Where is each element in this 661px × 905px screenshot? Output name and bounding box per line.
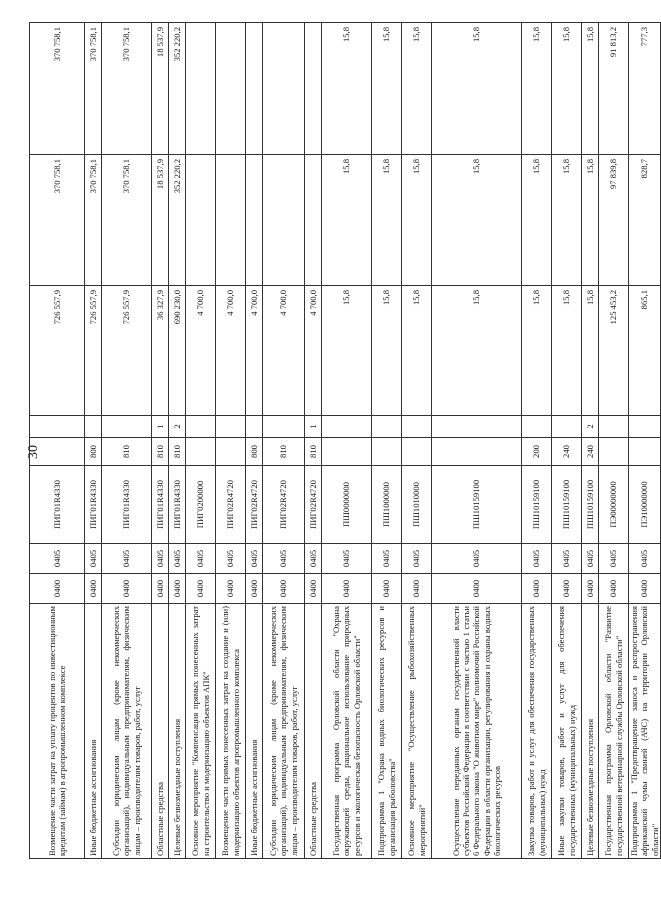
amount-year-1: 15,8 <box>402 286 432 416</box>
amount-year-3: 15,8 <box>372 23 402 155</box>
row-description: Областные средства <box>152 604 169 859</box>
row-description: Подпрограмма 1 "Предотвращение заноса и распространения африканской чумы свиней (АЧС) на территории Орловской области" <box>629 604 661 859</box>
table-row <box>30 23 85 859</box>
amount-year-3: 15,8 <box>552 23 582 155</box>
amount-year-1: 4 700,0 <box>246 286 263 416</box>
subsection-code: 0405 <box>552 544 582 574</box>
expense-type-code: 810 <box>169 438 186 466</box>
amount-year-2 <box>305 155 322 286</box>
target-article-code: ПИГ02R4720 <box>246 466 263 544</box>
row-description: Иные бюджетные ассигнования <box>85 604 102 859</box>
expense-type-code <box>432 438 522 466</box>
amount-year-1: 690 230,0 <box>169 286 186 416</box>
table-row <box>305 23 322 859</box>
table-row <box>552 23 582 859</box>
amount-year-1: 4 700,0 <box>263 286 305 416</box>
row-description: Основное мероприятие "Компенсация прямых понесенных затрат на строительство и модернизацию объектов АПК" <box>186 604 216 859</box>
amount-year-3: 15,8 <box>582 23 599 155</box>
expense-type-code: 200 <box>522 438 552 466</box>
amount-year-1: 15,8 <box>322 286 372 416</box>
amount-year-3: 370 758,1 <box>85 23 102 155</box>
amount-year-2: 15,8 <box>402 155 432 286</box>
section-code: 0400 <box>402 574 432 604</box>
source-code <box>102 416 152 438</box>
amount-year-3: 370 758,1 <box>102 23 152 155</box>
section-code: 0400 <box>246 574 263 604</box>
source-code <box>85 416 102 438</box>
expense-type-code <box>402 438 432 466</box>
source-code <box>246 416 263 438</box>
expense-type-code <box>372 438 402 466</box>
table-row <box>629 23 661 859</box>
subsection-code: 0405 <box>522 544 552 574</box>
row-description: Подпрограмма 1 "Охрана водных биологических ресурсов и организация рыболовства" <box>372 604 402 859</box>
amount-year-3: 352 220,2 <box>169 23 186 155</box>
amount-year-3 <box>186 23 216 155</box>
amount-year-2: 370 758,1 <box>85 155 102 286</box>
subsection-code: 0405 <box>599 544 629 574</box>
expense-type-code <box>599 438 629 466</box>
amount-year-3 <box>305 23 322 155</box>
amount-year-3 <box>246 23 263 155</box>
source-code: 2 <box>169 416 186 438</box>
row-description: Иные бюджетные ассигнования <box>246 604 263 859</box>
amount-year-1: 15,8 <box>552 286 582 416</box>
amount-year-2 <box>263 155 305 286</box>
table-row <box>582 23 599 859</box>
budget-table-rotated <box>29 23 660 859</box>
amount-year-1: 15,8 <box>372 286 402 416</box>
source-code <box>216 416 246 438</box>
section-code: 0400 <box>152 574 169 604</box>
amount-year-2: 370 758,1 <box>30 155 85 286</box>
expense-type-code: 810 <box>305 438 322 466</box>
row-description: Осуществление переданных органам государственной власти субъектов Российской Федерации в соответствии с частью 1 статьи 6 Федерального закона "О животном мире" полномочий Российской Федерации в области организации, регулирования и охраны водных биологических ресурсов <box>432 604 522 859</box>
row-description: Закупка товаров, работ и услуг для обеспечения государственных (муниципальных) нужд <box>522 604 552 859</box>
section-code: 0400 <box>30 574 85 604</box>
target-article-code: ПИГ01R4330 <box>102 466 152 544</box>
source-code <box>372 416 402 438</box>
row-description: Субсидии юридическим лицам (кроме некоммерческих организаций), индивидуальным предпринимателям, физическим лицам – производителям товаров, работ, услуг <box>102 604 152 859</box>
table-row <box>263 23 305 859</box>
expense-type-code: 240 <box>582 438 599 466</box>
amount-year-3 <box>263 23 305 155</box>
table-row <box>322 23 372 859</box>
subsection-code: 0405 <box>186 544 216 574</box>
table-row <box>152 23 169 859</box>
table-row <box>216 23 246 859</box>
row-description: Государственная программа Орловской области "Охрана окружающей среды, рациональное использование природных ресурсов и экологическая безопасность Орловской области" <box>322 604 372 859</box>
expense-type-code: 810 <box>263 438 305 466</box>
target-article-code: ПИГ02R4720 <box>263 466 305 544</box>
source-code <box>322 416 372 438</box>
amount-year-3: 15,8 <box>522 23 552 155</box>
source-code <box>522 416 552 438</box>
row-description: Основное мероприятие "Осуществление рыбохозяйственных мероприятий" <box>402 604 432 859</box>
section-code: 0400 <box>582 574 599 604</box>
section-code: 0400 <box>305 574 322 604</box>
amount-year-3: 18 537,9 <box>152 23 169 155</box>
row-description: Возмещение части затрат на уплату процентов по инвестиционным кредитам (займам) в агропромышленном комплексе <box>30 604 85 859</box>
target-article-code: ПЭ10000000 <box>629 466 661 544</box>
amount-year-1: 15,8 <box>582 286 599 416</box>
subsection-code: 0405 <box>263 544 305 574</box>
source-code <box>263 416 305 438</box>
source-code: 1 <box>305 416 322 438</box>
source-code <box>402 416 432 438</box>
amount-year-2: 15,8 <box>322 155 372 286</box>
table-body <box>30 23 661 859</box>
subsection-code: 0405 <box>582 544 599 574</box>
subsection-code: 0405 <box>216 544 246 574</box>
target-article-code: ПИГ0200000 <box>186 466 216 544</box>
target-article-code: ПИГ01R4330 <box>169 466 186 544</box>
amount-year-3 <box>216 23 246 155</box>
amount-year-1: 15,8 <box>432 286 522 416</box>
subsection-code: 0405 <box>432 544 522 574</box>
amount-year-1: 865,1 <box>629 286 661 416</box>
amount-year-2: 15,8 <box>372 155 402 286</box>
section-code: 0400 <box>216 574 246 604</box>
target-article-code: ПИГ01R4330 <box>85 466 102 544</box>
expense-type-code <box>629 438 661 466</box>
section-code: 0400 <box>169 574 186 604</box>
amount-year-3: 15,8 <box>402 23 432 155</box>
expense-type-code <box>186 438 216 466</box>
row-description: Возмещение части прямых понесенных затрат на создание и (или) модернизацию объектов агропромышленного комплекса <box>216 604 246 859</box>
amount-year-1: 726 557,9 <box>102 286 152 416</box>
table-row <box>599 23 629 859</box>
amount-year-3: 15,8 <box>432 23 522 155</box>
amount-year-3: 777,3 <box>629 23 661 155</box>
amount-year-1: 15,8 <box>522 286 552 416</box>
table-row <box>432 23 522 859</box>
expense-type-code <box>322 438 372 466</box>
target-article-code: ПШ10159100 <box>432 466 522 544</box>
expense-type-code: 240 <box>552 438 582 466</box>
row-description: Субсидии юридическим лицам (кроме некоммерческих организаций), индивидуальным предпринимателям, физическим лицам – производителям товаров, работ, услуг <box>263 604 305 859</box>
amount-year-2 <box>216 155 246 286</box>
amount-year-1: 125 453,2 <box>599 286 629 416</box>
subsection-code: 0405 <box>305 544 322 574</box>
row-description: Областные средства <box>305 604 322 859</box>
amount-year-1: 36 327,9 <box>152 286 169 416</box>
subsection-code: 0405 <box>85 544 102 574</box>
section-code: 0400 <box>629 574 661 604</box>
amount-year-2: 370 758,1 <box>102 155 152 286</box>
source-code: 1 <box>152 416 169 438</box>
budget-table <box>29 22 661 859</box>
amount-year-2 <box>186 155 216 286</box>
section-code: 0400 <box>85 574 102 604</box>
amount-year-2: 18 537,9 <box>152 155 169 286</box>
expense-type-code <box>30 438 85 466</box>
table-row <box>522 23 552 859</box>
amount-year-1: 4 700,0 <box>305 286 322 416</box>
amount-year-2: 15,8 <box>582 155 599 286</box>
subsection-code: 0405 <box>102 544 152 574</box>
row-description: Иные закупки товаров, работ и услуг для обеспечения государственных (муниципальных) нужд <box>552 604 582 859</box>
target-article-code: ПИГ02R4720 <box>305 466 322 544</box>
subsection-code: 0405 <box>629 544 661 574</box>
amount-year-3: 15,8 <box>322 23 372 155</box>
target-article-code: ПИГ01R4330 <box>30 466 85 544</box>
target-article-code: ПШ1010000 <box>402 466 432 544</box>
page-number: 30 <box>26 445 41 459</box>
table-row <box>246 23 263 859</box>
expense-type-code <box>216 438 246 466</box>
subsection-code: 0405 <box>402 544 432 574</box>
amount-year-2: 352 220,2 <box>169 155 186 286</box>
subsection-code: 0405 <box>322 544 372 574</box>
amount-year-2: 828,7 <box>629 155 661 286</box>
source-code <box>432 416 522 438</box>
target-article-code: ПЭ00000000 <box>599 466 629 544</box>
amount-year-1: 4 700,0 <box>216 286 246 416</box>
section-code: 0400 <box>186 574 216 604</box>
amount-year-1: 726 557,9 <box>30 286 85 416</box>
source-code <box>599 416 629 438</box>
table-row <box>85 23 102 859</box>
subsection-code: 0405 <box>152 544 169 574</box>
section-code: 0400 <box>432 574 522 604</box>
target-article-code: ПШ10159100 <box>582 466 599 544</box>
expense-type-code: 800 <box>85 438 102 466</box>
section-code: 0400 <box>102 574 152 604</box>
subsection-code: 0405 <box>246 544 263 574</box>
amount-year-3: 370 758,1 <box>30 23 85 155</box>
source-code <box>186 416 216 438</box>
source-code: 2 <box>582 416 599 438</box>
amount-year-2: 97 839,8 <box>599 155 629 286</box>
amount-year-2: 15,8 <box>432 155 522 286</box>
amount-year-3: 91 813,2 <box>599 23 629 155</box>
section-code: 0400 <box>599 574 629 604</box>
target-article-code: ПШ10159100 <box>522 466 552 544</box>
source-code <box>629 416 661 438</box>
expense-type-code: 810 <box>102 438 152 466</box>
amount-year-2: 15,8 <box>552 155 582 286</box>
expense-type-code: 810 <box>152 438 169 466</box>
table-row <box>169 23 186 859</box>
table-row <box>186 23 216 859</box>
row-description: Целевые безвозмездные поступления <box>169 604 186 859</box>
target-article-code: ПШ0000000 <box>322 466 372 544</box>
amount-year-2 <box>246 155 263 286</box>
target-article-code: ПИГ01R4330 <box>152 466 169 544</box>
target-article-code: ПИГ02R4720 <box>216 466 246 544</box>
source-code <box>552 416 582 438</box>
table-row <box>402 23 432 859</box>
row-description: Государственная программа Орловской области "Развитие государственной ветеринарной службы Орловской области" <box>599 604 629 859</box>
amount-year-1: 726 557,9 <box>85 286 102 416</box>
subsection-code: 0405 <box>169 544 186 574</box>
expense-type-code: 800 <box>246 438 263 466</box>
section-code: 0400 <box>372 574 402 604</box>
subsection-code: 0405 <box>30 544 85 574</box>
table-row <box>102 23 152 859</box>
row-description: Целевые безвозмездные поступления <box>582 604 599 859</box>
table-row <box>372 23 402 859</box>
section-code: 0400 <box>263 574 305 604</box>
section-code: 0400 <box>322 574 372 604</box>
section-code: 0400 <box>522 574 552 604</box>
target-article-code: ПШ1000000 <box>372 466 402 544</box>
source-code <box>30 416 85 438</box>
section-code: 0400 <box>552 574 582 604</box>
amount-year-2: 15,8 <box>522 155 552 286</box>
amount-year-1: 4 700,0 <box>186 286 216 416</box>
target-article-code: ПШ10159100 <box>552 466 582 544</box>
subsection-code: 0405 <box>372 544 402 574</box>
